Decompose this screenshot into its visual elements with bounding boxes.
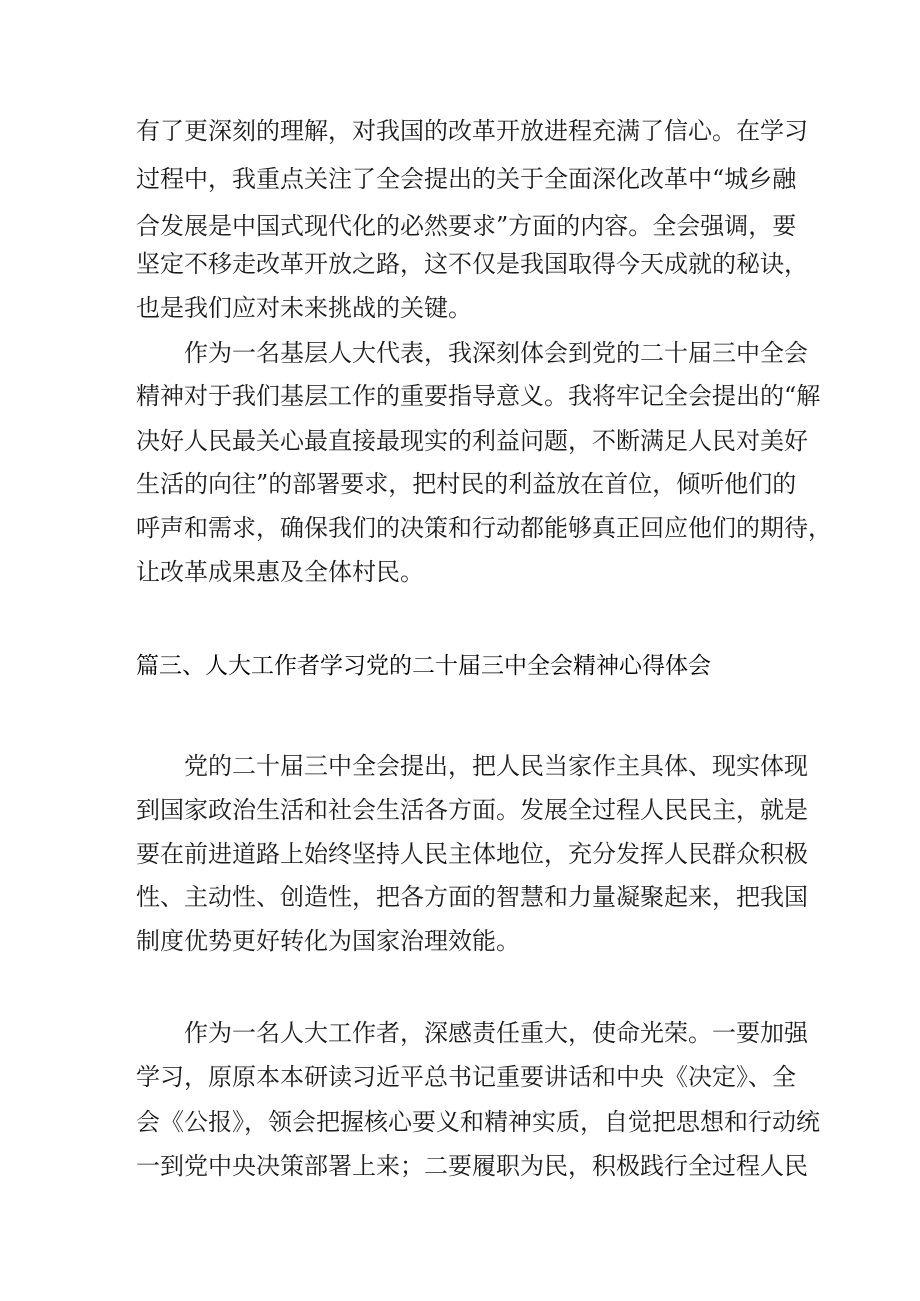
paragraph-2-line-1: 作为一名基层人大代表，我深刻体会到党的二十届三中全会 [184,339,808,367]
paragraph-4-line-2: 学习，原原本本研读习近平总书记重要讲话和中央《决定》、全 [136,1063,796,1091]
paragraph-2-line-6: 让改革成果惠及全体村民。 [136,558,424,586]
paragraph-1-line-2: 过程中，我重点关注了全会提出的关于全面深化改革中“城乡融 [136,165,797,193]
paragraph-3-line-5: 制度优势更好转化为国家治理效能。 [136,927,520,955]
paragraph-4-line-3: 会《公报》，领会把握核心要义和精神实质，自觉把思想和行动统 [136,1108,820,1136]
paragraph-3-line-1: 党的二十届三中全会提出，把人民当家作主具体、现实体现 [184,752,808,780]
paragraph-1-line-3: 合发展是中国式现代化的必然要求”方面的内容。全会强调，要 [136,212,797,240]
paragraph-2-line-4: 生活的向往”的部署要求，把村民的利益放在首位，倾听他们的 [136,470,797,498]
paragraph-1-line-4: 坚定不移走改革开放之路，这不仅是我国取得今天成就的秘诀， [136,250,808,278]
paragraph-1-line-5: 也是我们应对未来挑战的关键。 [136,294,472,322]
paragraph-2-line-3: 决好人民最关心最直接最现实的利益问题，不断满足人民对美好 [136,427,808,455]
paragraph-3-line-2: 到国家政治生活和社会生活各方面。发展全过程人民民主，就是 [136,796,808,824]
paragraph-2-line-5: 呼声和需求，确保我们的决策和行动都能够真正回应他们的期待， [136,514,832,542]
section-heading: 篇三、人大工作者学习党的二十届三中全会精神心得体会 [136,653,711,679]
paragraph-4-line-1: 作为一名人大工作者，深感责任重大，使命光荣。一要加强 [184,1019,808,1047]
paragraph-1-line-1: 有了更深刻的理解，对我国的改革开放进程充满了信心。在学习 [136,117,808,145]
paragraph-2-line-2: 精神对于我们基层工作的重要指导意义。我将牢记全会提出的“解 [136,382,821,410]
paragraph-3-line-4: 性、主动性、创造性，把各方面的智慧和力量凝聚起来，把我国 [136,883,808,911]
paragraph-4-line-4: 一到党中央决策部署上来；二要履职为民，积极践行全过程人民 [136,1152,808,1180]
paragraph-3-line-3: 要在前进道路上始终坚持人民主体地位，充分发挥人民群众积极 [136,840,808,868]
